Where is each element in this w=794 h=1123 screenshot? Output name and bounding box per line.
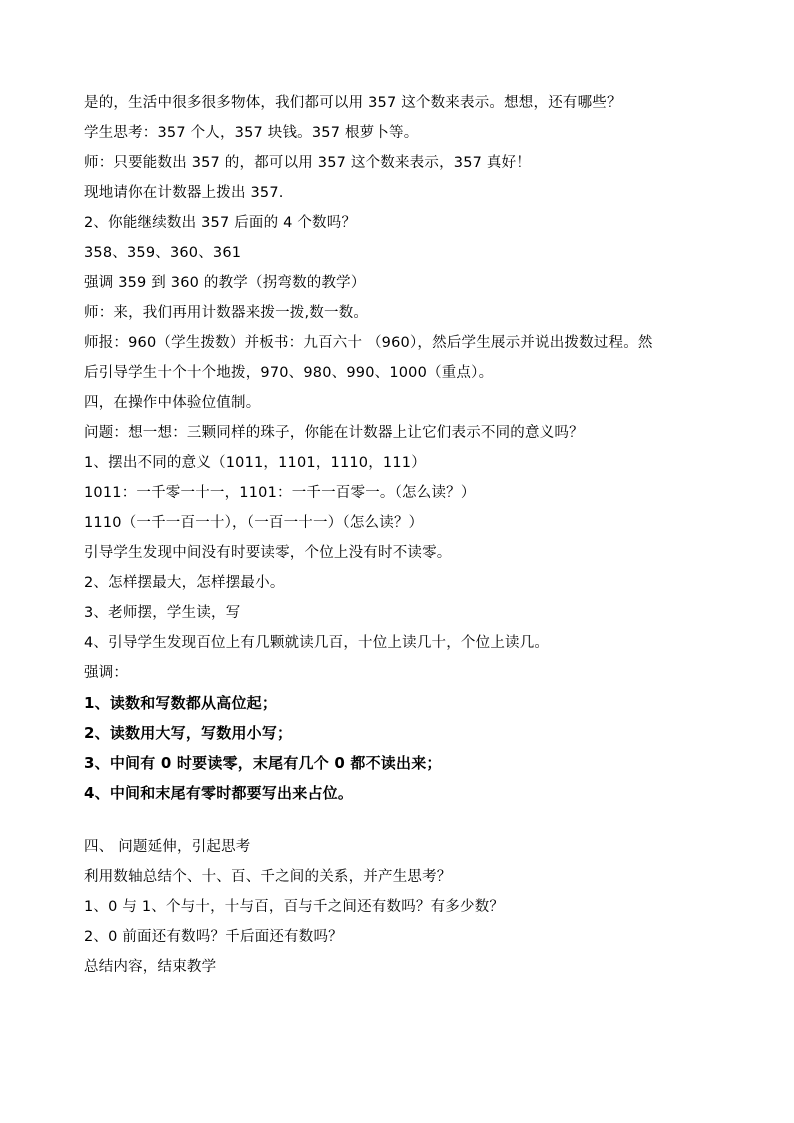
emphasis-label: 强调： [84, 665, 129, 681]
emphasis-item: 4、中间和末尾有零时都要写出来占位。 [84, 784, 354, 802]
text-line: 358、359、360、361 [84, 245, 242, 261]
text-line: 强调 359 到 360 的教学（拐弯数的教学） [84, 275, 366, 291]
text-line: 引导学生发现中间没有时要读零，个位上没有时不读零。 [84, 545, 452, 561]
text-line: 总结内容，结束教学 [84, 959, 217, 975]
text-line: 现地请你在计数器上拨出 357. [84, 185, 284, 201]
document-body [84, 88, 714, 982]
text-line: 学生思考：357 个人，357 块钱。357 根萝卜等。 [84, 125, 419, 141]
text-line: 1110（一千一百一十），（一百一十一）（怎么读？） [84, 515, 424, 531]
text-line: 2、0 前面还有数吗？千后面还有数吗？ [84, 929, 343, 945]
section-heading: 四、 问题延伸，引起思考 [84, 839, 251, 855]
text-line: 后引导学生十个十个地拨，970、980、990、1000（重点）。 [84, 365, 494, 381]
text-line: 师：只要能数出 357 的，都可以用 357 这个数来表示，357 真好！ [84, 155, 531, 171]
text-line: 是的，生活中很多很多物体，我们都可以用 357 这个数来表示。想想，还有哪些？ [84, 95, 622, 111]
section-heading: 四，在操作中体验位值制。 [84, 395, 261, 411]
text-line: 4、引导学生发现百位上有几颗就读几百，十位上读几十，个位上读几。 [84, 635, 550, 651]
emphasis-item: 3、中间有 0 时要读零，末尾有几个 0 都不读出来； [84, 754, 442, 772]
paragraph-spacer [84, 808, 714, 832]
text-line: 问题：想一想：三颗同样的珠子，你能在计数器上让它们表示不同的意义吗？ [84, 425, 584, 441]
text-line: 1、0 与 1、个与十，十与百，百与千之间还有数吗？有多少数？ [84, 899, 505, 915]
emphasis-item: 1、读数和写数都从高位起； [84, 694, 278, 712]
text-line: 师报：960（学生拨数）并板书：九百六十 （960），然后学生展示并说出拨数过程。然 [84, 335, 653, 351]
text-line: 2、怎样摆最大，怎样摆最小。 [84, 575, 285, 591]
text-line: 1、摆出不同的意义（1011，1101，1110，111） [84, 455, 426, 471]
text-line: 师：来，我们再用计数器来拨一拨,数一数。 [84, 305, 369, 321]
emphasis-item: 2、读数用大写，写数用小写； [84, 724, 293, 742]
text-line: 1011：一千零一十一，1101：一千一百零一。（怎么读？） [84, 485, 476, 501]
text-line: 利用数轴总结个、十、百、千之间的关系，并产生思考？ [84, 869, 452, 885]
text-line: 2、你能继续数出 357 后面的 4 个数吗？ [84, 215, 357, 231]
text-line: 3、老师摆，学生读，写 [84, 605, 241, 621]
